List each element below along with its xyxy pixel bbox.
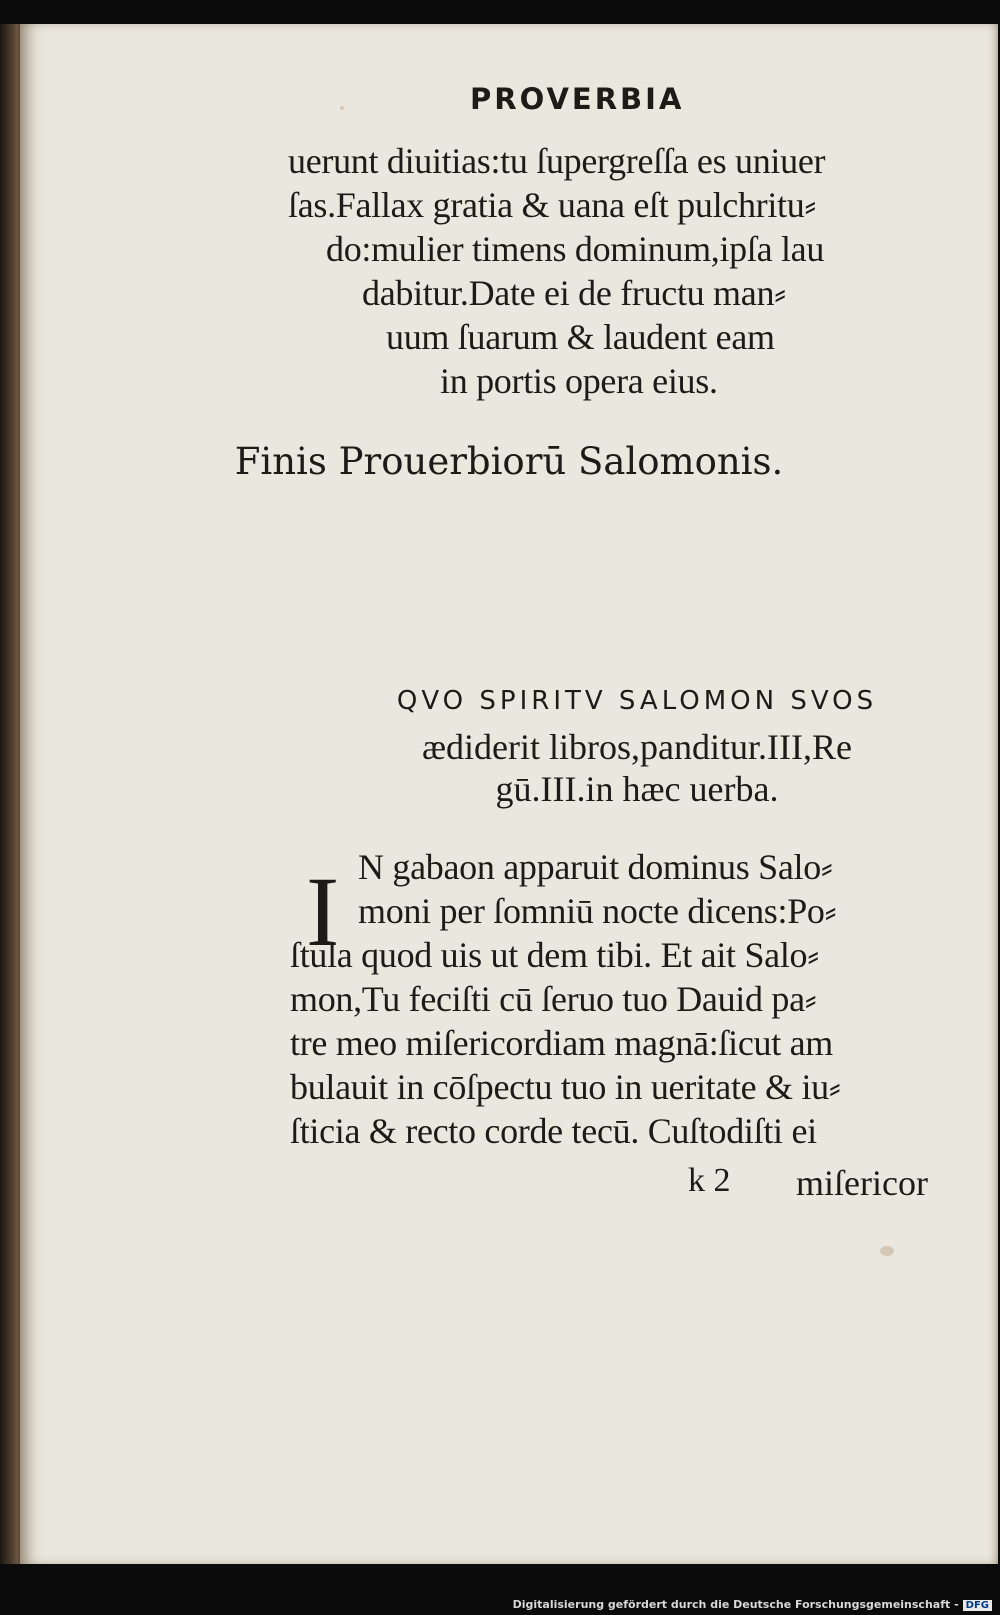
catchword: miſericor	[796, 1163, 928, 1203]
section-title-line: gū.III.in hæc uerba.	[495, 769, 779, 809]
text-line: ſas.Fallax gratia & uana eſt pulchritu⸗	[288, 185, 817, 225]
drop-capital: I	[306, 856, 340, 967]
paper-speck	[340, 106, 344, 110]
text-line: ſticia & recto corde tecū. Cuſtodiſti ei	[290, 1111, 817, 1151]
book-spine	[0, 24, 18, 1564]
text-line: uum ſuarum & laudent eam	[386, 317, 775, 357]
signature-mark: k 2	[688, 1162, 731, 1199]
text-line: bulauit in cōſpectu tuo in ueritate & iu⸗	[290, 1067, 841, 1107]
text-line: N gabaon apparuit dominus Salo⸗	[358, 847, 833, 887]
text-line: dabitur.Date ei de fructu man⸗	[362, 273, 786, 313]
text-line: mon,Tu feciſti cū ſeruo tuo Dauid pa⸗	[290, 979, 817, 1019]
section-title-line: ædiderit libros,panditur.III,Re	[422, 727, 852, 767]
text-line: ſtula quod uis ut dem tibi. Et ait Salo⸗	[290, 935, 819, 975]
credit-text: Digitalisierung gefördert durch die Deutsche Forschungsgemeinschaft -	[512, 1598, 959, 1611]
text-line: do:mulier timens dominum,ipſa lau	[326, 229, 825, 269]
running-header: PROVERBIA	[470, 82, 685, 116]
paper-stain	[880, 1246, 894, 1256]
digitization-credit	[513, 1598, 992, 1611]
text-line: in portis opera eius.	[440, 361, 718, 401]
text-line: tre meo miſericordiam magnā:ſicut am	[290, 1023, 833, 1063]
section-title-caps: QVO SPIRITV SALOMON SVOS	[396, 686, 878, 716]
dfg-logo: DFG	[963, 1600, 992, 1611]
text-line: uerunt diuitias:tu ſupergreſſa es uniuer	[288, 141, 826, 181]
finis-line: Finis Prouerbiorū Salomonis.	[234, 440, 784, 483]
text-line: moni per ſomniū nocte dicens:Po⸗	[358, 891, 837, 931]
book-page	[18, 24, 998, 1564]
